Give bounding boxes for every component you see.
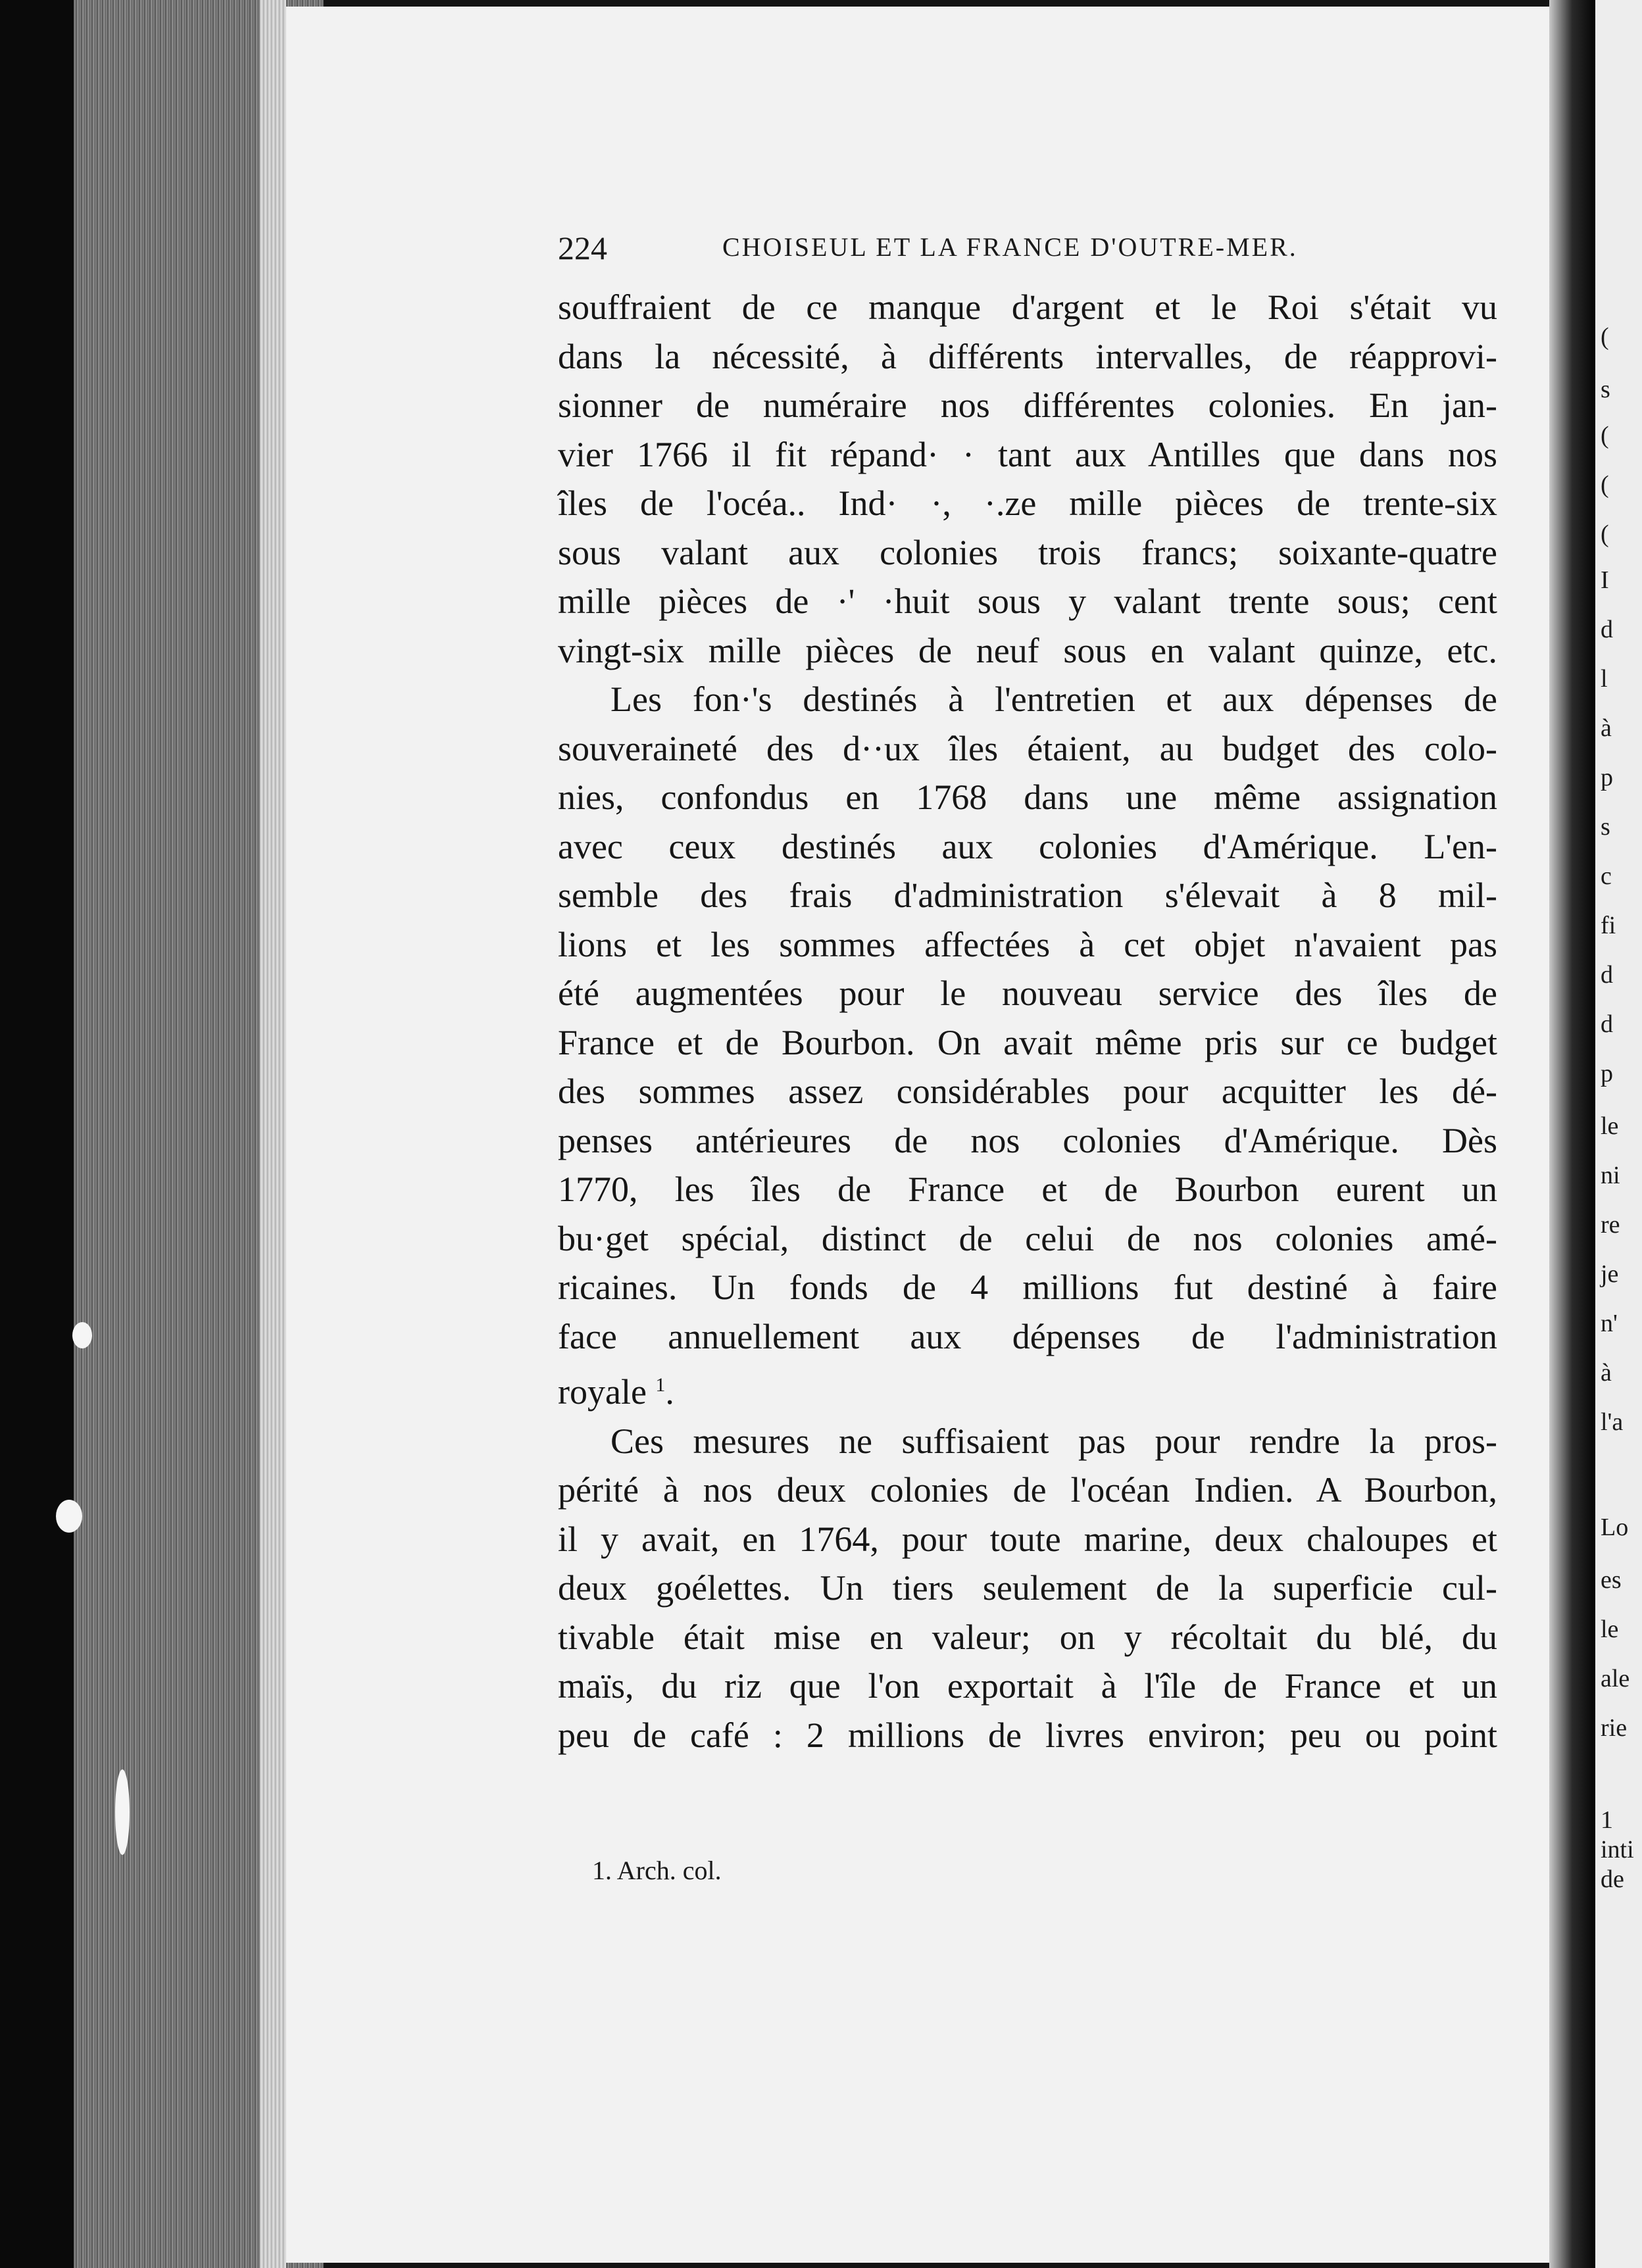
text-line: vier 1766 il fit répand· · tant aux Antilles que dans nos <box>558 434 1497 474</box>
facing-page-text-fragment: n' <box>1601 1310 1618 1337</box>
facing-page-text-fragment: ( <box>1601 323 1609 351</box>
text-line: semble des frais d'administration s'élevait à 8 mil- <box>558 875 1497 915</box>
text-line: maïs, du riz que l'on exportait à l'île de France et un <box>558 1666 1497 1706</box>
facing-page-text-fragment: de <box>1601 1865 1624 1893</box>
page-number: 224 <box>558 230 607 266</box>
scan-speck <box>72 1322 92 1348</box>
running-title: CHOISEUL ET LA FRANCE D'OUTRE-MER. <box>722 232 1298 262</box>
scan-speck <box>56 1500 82 1533</box>
footnote-reference: 1 <box>655 1374 666 1396</box>
facing-page-text-fragment: inti <box>1601 1836 1634 1863</box>
facing-page-text-fragment: ( <box>1601 471 1609 499</box>
facing-page-text-fragment: ni <box>1601 1162 1620 1189</box>
facing-page-text-fragment: s <box>1601 813 1610 841</box>
facing-page-text-fragment: je <box>1601 1260 1619 1288</box>
book-gutter <box>1549 0 1595 2268</box>
text-line: nies, confondus en 1768 dans une même assignation <box>558 777 1497 817</box>
text-line: mille pièces de ·' ·huit sous y valant trente sous; cent <box>558 581 1497 621</box>
facing-page-text-fragment: ( <box>1601 520 1609 548</box>
facing-page-text-fragment: à <box>1601 1359 1612 1387</box>
text-line: 1770, les îles de France et de Bourbon eurent un <box>558 1170 1497 1209</box>
text-line: face annuellement aux dépenses de l'administration <box>558 1316 1497 1356</box>
facing-page-text-fragment: p <box>1601 764 1613 791</box>
facing-page-text-fragment: fi <box>1601 912 1616 939</box>
text-line: sionner de numéraire nos différentes colonies. En jan- <box>558 385 1497 425</box>
scan-speck <box>115 1769 130 1855</box>
text-line: bu·get spécial, distinct de celui de nos colonies amé- <box>558 1218 1497 1258</box>
text-line: peu de café : 2 millions de livres environ; peu ou point <box>558 1715 1497 1755</box>
text-line: deux goélettes. Un tiers seulement de la superficie cul- <box>558 1568 1497 1608</box>
text-line: souffraient de ce manque d'argent et le Roi s'était vu <box>558 287 1497 327</box>
facing-page-text-fragment: ale <box>1601 1665 1630 1692</box>
facing-page-text-fragment: le <box>1601 1112 1619 1140</box>
scan-background-left <box>0 0 74 2268</box>
text-line: ricaines. Un fonds de 4 millions fut destiné à faire <box>558 1268 1497 1307</box>
facing-page-text-fragment: ( <box>1601 422 1609 449</box>
text-line: dans la nécessité, à différents intervalles, de réapprovi- <box>558 336 1497 376</box>
text-line: lions et les sommes affectées à cet objet n'avaient pas <box>558 924 1497 964</box>
facing-page-text-fragment: l'a <box>1601 1408 1624 1436</box>
text-line: il y avait, en 1764, pour toute marine, deux chaloupes et <box>558 1519 1497 1559</box>
text-line: France et de Bourbon. On avait même pris sur ce budget <box>558 1022 1497 1062</box>
text-line: souveraineté des d··ux îles étaient, au budget des colo- <box>558 728 1497 768</box>
facing-page-text-fragment: l <box>1601 665 1608 693</box>
facing-page-text-fragment: à <box>1601 714 1612 742</box>
text-line: penses antérieures de nos colonies d'Amérique. Dès <box>558 1120 1497 1160</box>
facing-page-fragment <box>1595 0 1642 2268</box>
text-line: avec ceux destinés aux colonies d'Amérique. L'en- <box>558 826 1497 866</box>
facing-page-text-fragment: c <box>1601 862 1612 890</box>
facing-page-text-fragment: Lo <box>1601 1514 1629 1541</box>
facing-page-text-fragment: I <box>1601 566 1609 594</box>
facing-page-text-fragment: d <box>1601 616 1613 643</box>
facing-page-text-fragment: rie <box>1601 1714 1628 1742</box>
facing-page-text-fragment: s <box>1601 376 1610 403</box>
facing-page-text-fragment: re <box>1601 1211 1620 1239</box>
facing-page-text-fragment: 1 <box>1601 1806 1613 1834</box>
facing-page-text-fragment: le <box>1601 1615 1619 1643</box>
facing-page-text-fragment: d <box>1601 1010 1613 1038</box>
text-line: Les fon·'s destinés à l'entretien et aux dépenses de <box>610 679 1497 719</box>
text-line: royale $^1$. <box>558 1372 674 1412</box>
text-line: îles de l'océa.. Ind· ·, ·.ze mille pièces de trente-six <box>558 483 1497 523</box>
text-line-royale: royale <box>558 1372 647 1412</box>
text-line: Ces mesures ne suffisaient pas pour rendre la pros- <box>610 1421 1497 1461</box>
text-line: été augmentées pour le nouveau service des îles de <box>558 974 1497 1013</box>
book-fore-edge <box>260 0 286 2268</box>
text-line: tivable était mise en valeur; on y récoltait du blé, du <box>558 1617 1497 1657</box>
text-line: périté à nos deux colonies de l'océan Indien. A Bourbon, <box>558 1470 1497 1510</box>
text-line: sous valant aux colonies trois francs; soixante-quatre <box>558 532 1497 572</box>
facing-page-text-fragment: d <box>1601 961 1613 989</box>
facing-page-text-fragment: p <box>1601 1060 1613 1087</box>
facing-page-text-fragment: es <box>1601 1566 1622 1594</box>
text-line: vingt-six mille pièces de neuf sous en valant quinze, etc. <box>558 630 1497 670</box>
text-line: des sommes assez considérables pour acquitter les dé- <box>558 1072 1497 1111</box>
footnote: 1. Arch. col. <box>592 1856 722 1885</box>
body-text <box>558 283 1497 1760</box>
